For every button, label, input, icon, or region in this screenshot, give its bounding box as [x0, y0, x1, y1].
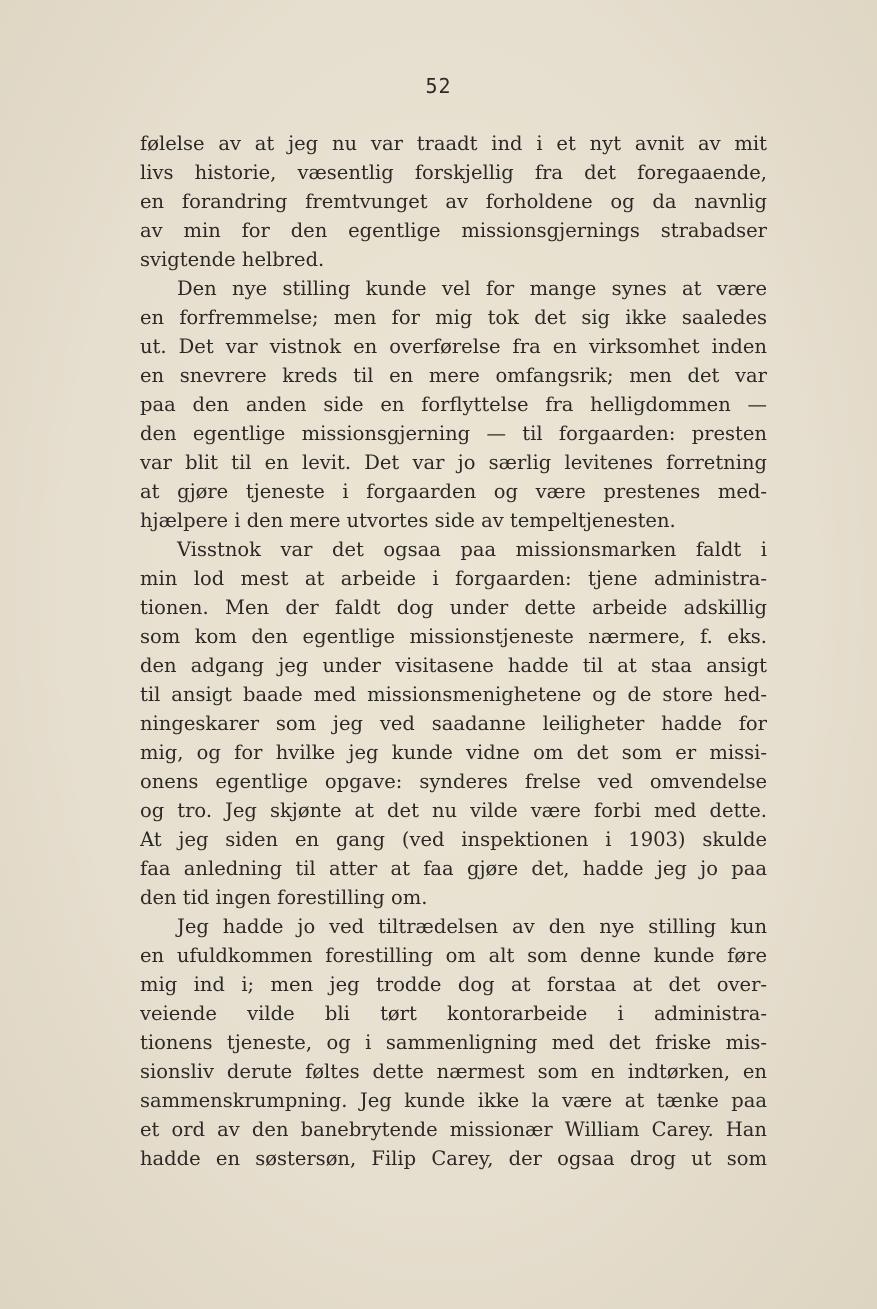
text-line: en ufuldkommen forestilling om alt som denne kunde føre [140, 944, 767, 967]
text-line: følelse av at jeg nu var traadt ind i et nyt avnit av mit [140, 132, 767, 155]
text-line: en forfremmelse; men for mig tok det sig ikke saaledes [140, 306, 767, 329]
text-line: at gjøre tjeneste i forgaarden og være prestenes med- [140, 480, 767, 503]
text-line: Den nye stilling kunde vel for mange synes at være [177, 277, 767, 300]
text-line: hadde en søstersøn, Filip Carey, der ogsaa drog ut som [140, 1147, 767, 1170]
text-line: svigtende helbred. [140, 248, 325, 271]
text-line: av min for den egentlige missionsgjernings strabadser [140, 219, 767, 242]
text-line: sionsliv derute føltes dette nærmest som en indtørken, en [140, 1060, 767, 1083]
text-line: og tro. Jeg skjønte at det nu vilde være forbi med dette. [140, 799, 767, 822]
text-line: en snevrere kreds til en mere omfangsrik; men det var [140, 364, 767, 387]
text-line: den egentlige missionsgjerning — til forgaarden: presten [140, 422, 767, 445]
text-line: hjælpere i den mere utvortes side av tempeltjenesten. [140, 509, 676, 532]
text-line: et ord av den banebrytende missionær William Carey. Han [140, 1118, 767, 1141]
text-line: onens egentlige opgave: synderes frelse ved omvendelse [140, 770, 767, 793]
page-number: 52 [425, 74, 452, 98]
text-line: den tid ingen forestilling om. [140, 886, 428, 909]
text-line: ut. Det var vistnok en overførelse fra en virksomhet inden [140, 335, 767, 358]
text-line: mig, og for hvilke jeg kunde vidne om det som er missi- [140, 741, 767, 764]
text-line: mig ind i; men jeg trodde dog at forstaa at det over- [140, 973, 767, 996]
text-line: Jeg hadde jo ved tiltrædelsen av den nye stilling kun [177, 915, 767, 938]
text-line: livs historie, væsentlig forskjellig fra det foregaaende, [140, 161, 767, 184]
text-line: veiende vilde bli tørt kontorarbeide i administra- [140, 1002, 767, 1025]
body-text [140, 129, 767, 1173]
text-line: en forandring fremtvunget av forholdene og da navnlig [140, 190, 767, 213]
text-line: paa den anden side en forflyttelse fra helligdommen — [140, 393, 767, 416]
text-line: min lod mest at arbeide i forgaarden: tjene administra- [140, 567, 767, 590]
text-line: faa anledning til atter at faa gjøre det, hadde jeg jo paa [140, 857, 767, 880]
text-line: tionens tjeneste, og i sammenligning med det friske mis- [140, 1031, 767, 1054]
text-line: tionen. Men der faldt dog under dette arbeide adskillig [140, 596, 767, 619]
text-line: At jeg siden en gang (ved inspektionen i 1903) skulde [140, 828, 767, 851]
text-line: som kom den egentlige missionstjeneste nærmere, f. eks. [140, 625, 767, 648]
text-line: var blit til en levit. Det var jo særlig levitenes forretning [140, 451, 767, 474]
text-line: til ansigt baade med missionsmenighetene og de store hed- [140, 683, 767, 706]
text-line: sammenskrumpning. Jeg kunde ikke la være at tænke paa [140, 1089, 767, 1112]
text-line: Visstnok var det ogsaa paa missionsmarken faldt i [177, 538, 767, 561]
text-line: den adgang jeg under visitasene hadde til at staa ansigt [140, 654, 767, 677]
text-line: ningeskarer som jeg ved saadanne leiligheter hadde for [140, 712, 767, 735]
